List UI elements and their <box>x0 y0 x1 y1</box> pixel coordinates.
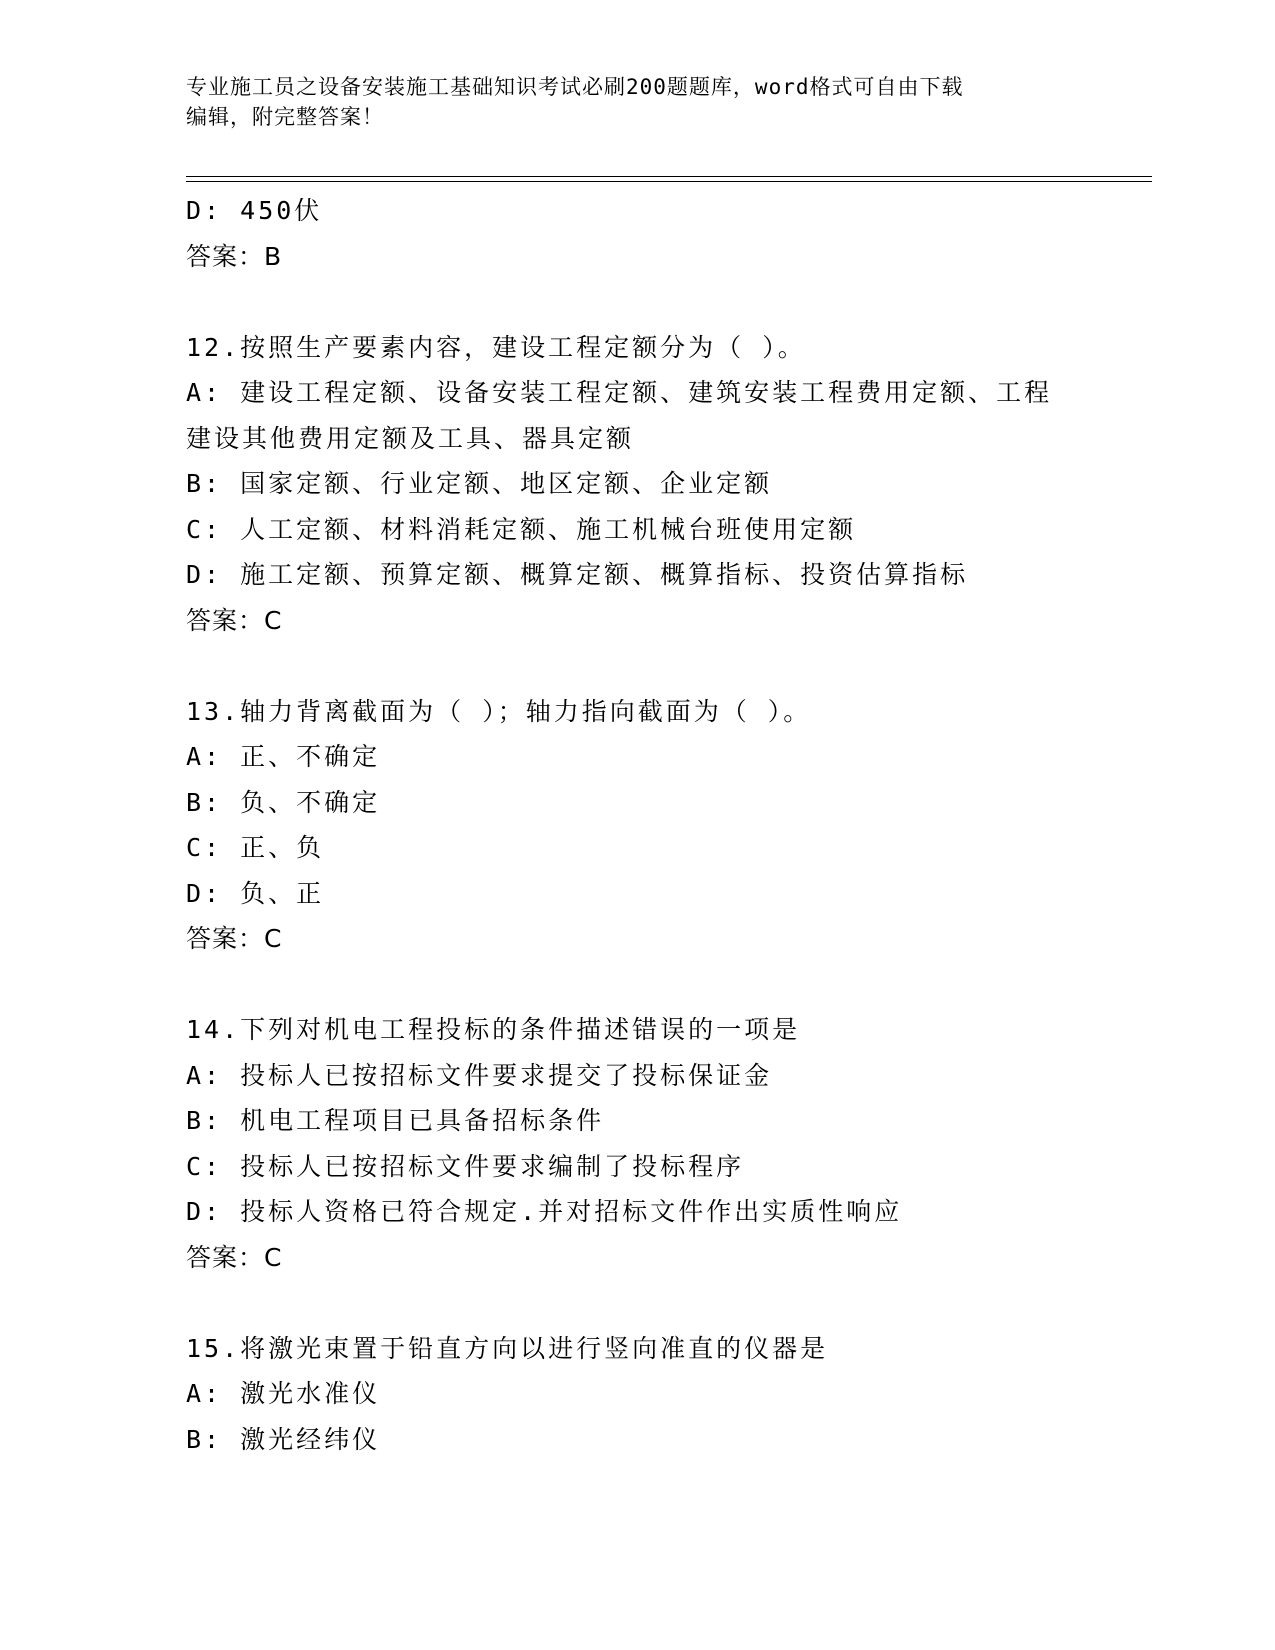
option-c: C: 投标人已按招标文件要求编制了投标程序 <box>186 1151 745 1181</box>
option-b: B: 负、不确定 <box>186 787 381 817</box>
header-divider-bottom <box>186 181 1152 182</box>
option-b: B: 机电工程项目已具备招标条件 <box>186 1106 605 1135</box>
header-title-line-1: 专业施工员之设备安装施工基础知识考试必刷200题题库，word格式可自由下载 <box>186 75 964 99</box>
spacer <box>186 643 1152 689</box>
question-text: 15.将激光束置于铅直方向以进行竖向准直的仪器是 <box>186 1333 829 1363</box>
spacer <box>186 1280 1152 1326</box>
answer: 答案：C <box>186 605 283 635</box>
option-a: A: 激光水准仪 <box>186 1379 381 1408</box>
option-a: A: 投标人已按招标文件要求提交了投标保证金 <box>186 1060 773 1090</box>
page-header <box>186 72 1066 132</box>
option-a: A: 建设工程定额、设备安装工程定额、建筑安装工程费用定额、工程 <box>186 378 1053 407</box>
question-block-14 <box>186 1007 1152 1280</box>
question-block-12 <box>186 325 1152 644</box>
header-divider-top <box>186 176 1152 177</box>
question-content <box>186 188 1152 1462</box>
spacer <box>186 279 1152 325</box>
question-text: 14.下列对机电工程投标的条件描述错误的一项是 <box>186 1015 801 1044</box>
carryover-option-d: D: 450伏 <box>186 196 323 225</box>
header-title-line-2: 编辑，附完整答案！ <box>186 105 384 129</box>
option-d: D: 负、正 <box>186 878 325 908</box>
question-block-13 <box>186 689 1152 962</box>
answer: 答案：C <box>186 924 283 953</box>
option-d: D: 投标人资格已符合规定.并对招标文件作出实质性响应 <box>186 1197 903 1226</box>
option-a-continuation: 建设其他费用定额及工具、器具定额 <box>186 423 635 453</box>
option-c: C: 正、负 <box>186 833 325 862</box>
option-d: D: 施工定额、预算定额、概算定额、概算指标、投资估算指标 <box>186 560 969 589</box>
answer: 答案：C <box>186 1242 283 1272</box>
carryover-answer: 答案：B <box>186 241 283 271</box>
option-c: C: 人工定额、材料消耗定额、施工机械台班使用定额 <box>186 514 857 544</box>
option-b: B: 激光经纬仪 <box>186 1424 381 1454</box>
option-a: A: 正、不确定 <box>186 742 381 771</box>
question-text: 13.轴力背离截面为（ ）；轴力指向截面为（ ）。 <box>186 696 812 726</box>
question-block-15 <box>186 1326 1152 1463</box>
spacer <box>186 962 1152 1008</box>
option-b: B: 国家定额、行业定额、地区定额、企业定额 <box>186 469 773 498</box>
question-text: 12.按照生产要素内容，建设工程定额分为（ ）。 <box>186 332 806 362</box>
